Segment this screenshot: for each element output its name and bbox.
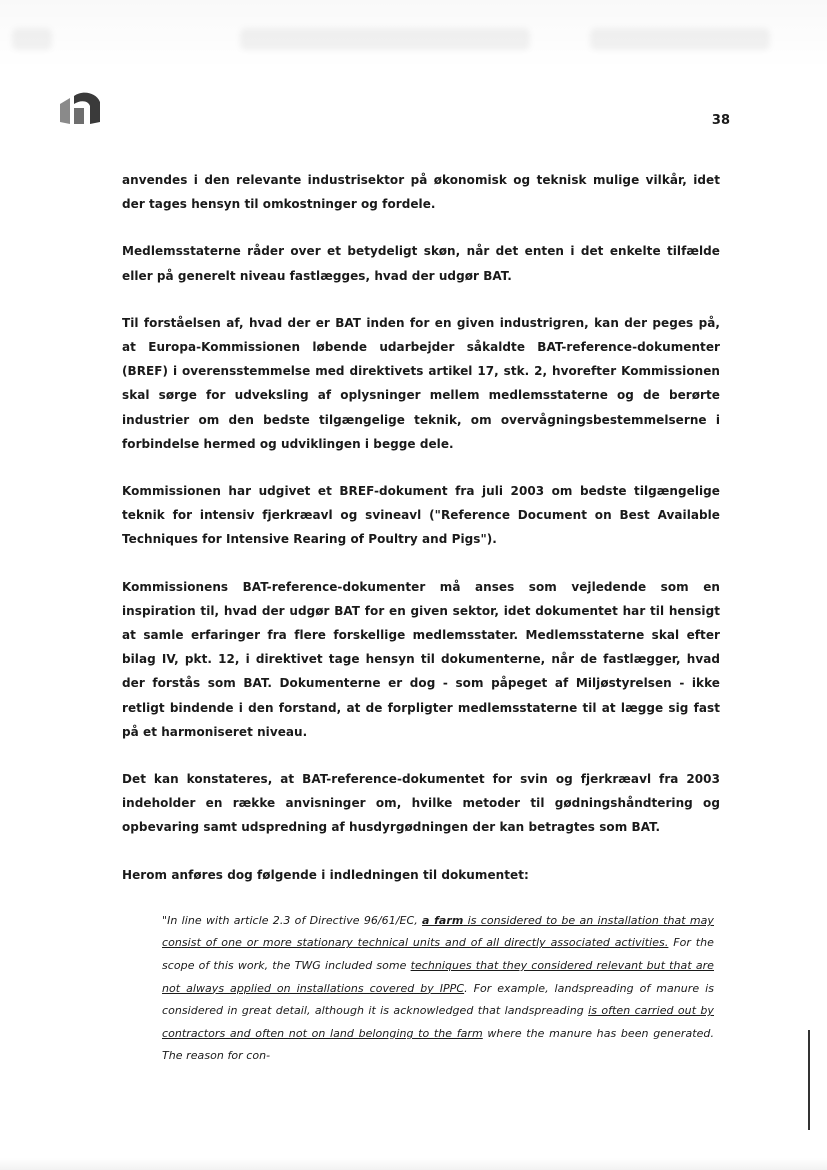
scan-smudge [240, 28, 530, 50]
page-number: 38 [711, 113, 730, 128]
quote-underline: is considered to be an installation that may consist of one or more stationary technical units and of all directly associated activities. [162, 913, 714, 950]
margin-line [808, 1030, 810, 1130]
quote-text: For the scope of this work, the TWG included some [162, 936, 714, 973]
document-body [122, 168, 720, 1068]
body-paragraph: Til forståelsen af, hvad der er BAT inden for en given industrigren, kan der peges på, at Europa-Kommissionen løbende udarbejder såkaldte BAT-reference-dokumenter (BREF) i overensstemmelse med direktivets artikel 17, stk. 2, hvorefter Kommissionen skal sørge for udveksling af oplysninger mellem medlemsstaterne og de berørte industrier om den bedste tilgængelige teknik, om overvågningsbestemmelserne i forbindelse hermed og udviklingen i begge dele. [122, 315, 720, 451]
publisher-logo-icon [56, 88, 104, 130]
quote-text: where the manure has been generated. The reason for con- [162, 1026, 715, 1063]
quote-text: . For example, landspreading of manure is considered in great detail, although it is acknowledged that landspreading [162, 981, 714, 1018]
scan-smudge [590, 28, 770, 50]
block-quote [162, 910, 714, 1068]
body-paragraph: Medlemsstaterne råder over et betydeligt skøn, når det enten i det enkelte tilfælde eller på generelt niveau fastlægges, hvad der udgør BAT. [122, 244, 720, 283]
body-paragraph: Kommissionens BAT-reference-dokumenter må anses som vejledende som en inspiration til, hvad der udgør BAT for en given sektor, idet dokumentet har til hensigt at samle erfaringer fra flere forskellige medlemsstater. Medlemsstaterne skal efter bilag IV, pkt. 12, i direktivet tage hensyn til dokumenterne, når de fastlægger, hvad der forstås som BAT. Dokumenterne er dog - som påpeget af Miljøstyrelsen - ikke retligt bindende i den forstand, at de forpligter medlemsstaterne til at lægge sig fast på et harmoniseret niveau. [122, 579, 720, 739]
body-paragraph: anvendes i den relevante industrisektor på økonomisk og teknisk mulige vilkår, idet der tages hensyn til omkostninger og fordele. [122, 173, 720, 212]
quote-text: "In line with article 2.3 of Directive 96/61/EC, [162, 913, 423, 927]
quote-underline: is often carried out by contractors and often not on land belonging to the farm [162, 1004, 714, 1040]
quote-underline: techniques that they considered relevant but that are not always applied on installations covered by IPPC [162, 959, 714, 995]
body-paragraph: Det kan konstateres, at BAT-reference-dokumentet for svin og fjerkræavl fra 2003 indeholder en række anvisninger om, hvilke metoder til gødningshåndtering og opbevaring samt udspredning af husdyrgødningen der kan betragtes som BAT. [122, 772, 720, 835]
scan-smudge [12, 28, 52, 50]
quote-emphasis: a farm [422, 913, 464, 927]
scan-bottom-margin [0, 1158, 827, 1170]
body-paragraph: Kommissionen har udgivet et BREF-dokument fra juli 2003 om bedste tilgængelige teknik for intensiv fjerkræavl og svineavl ("Reference Document on Best Available Techniques for Intensive Rearing of Poultry and Pigs"). [122, 484, 720, 547]
body-paragraph: Herom anføres dog følgende i indledningen til dokumentet: [122, 867, 529, 882]
